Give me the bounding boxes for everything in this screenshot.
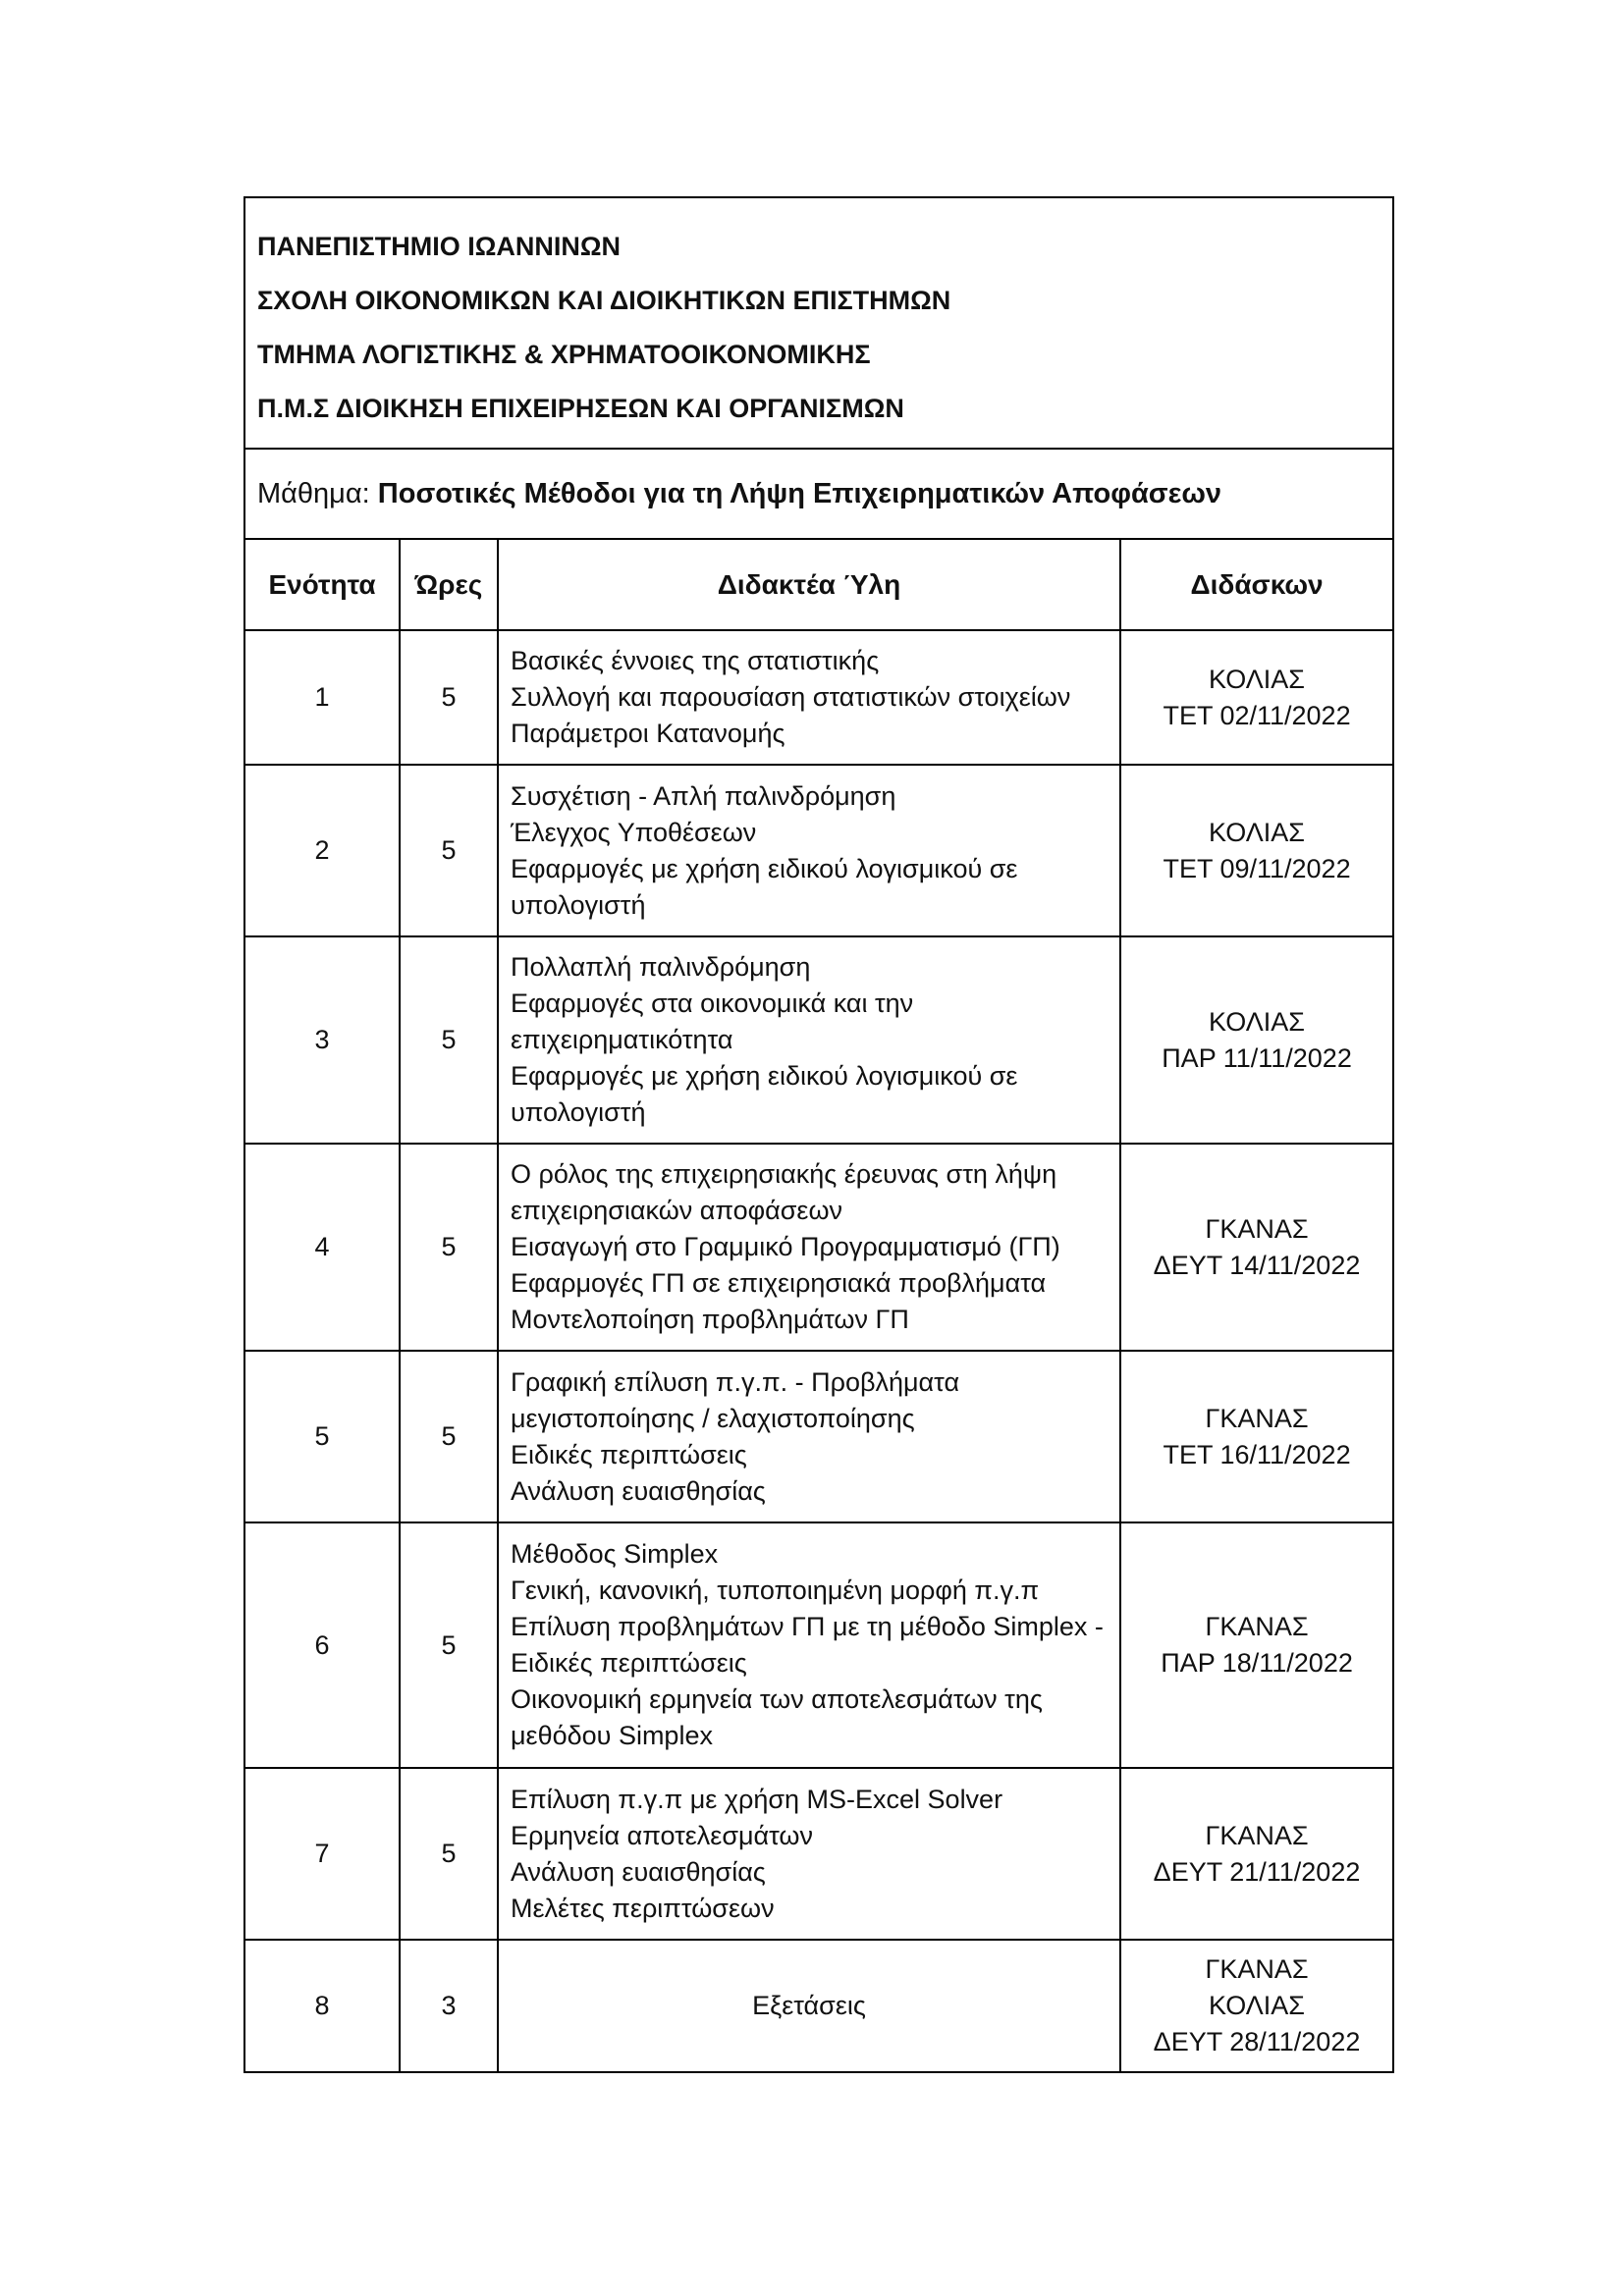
hours-cell: 5 xyxy=(400,1351,498,1522)
hours-cell: 3 xyxy=(400,1940,498,2072)
hours-cell: 5 xyxy=(400,936,498,1144)
schedule-table xyxy=(244,196,1394,2073)
teacher-cell xyxy=(1120,1351,1393,1522)
teacher-line: ΔΕΥΤ 28/11/2022 xyxy=(1153,2027,1361,2056)
teacher-cell xyxy=(1120,765,1393,936)
teacher-cell xyxy=(1120,1768,1393,1940)
topics-cell xyxy=(498,1768,1120,1940)
topic-item: Παράμετροι Κατανομής xyxy=(511,719,785,748)
institution-header xyxy=(244,197,1393,449)
topic-item: Ερμηνεία αποτελεσμάτων xyxy=(511,1820,814,1850)
topic-item: Ανάλυση ευαισθησίας xyxy=(511,1475,766,1506)
teacher-line: ΠΑΡ 18/11/2022 xyxy=(1161,1648,1353,1678)
column-header-teacher: Διδάσκων xyxy=(1120,539,1393,630)
unit-cell: 8 xyxy=(244,1940,400,2072)
teacher-line: ΚΟΛΙΑΣ xyxy=(1209,817,1305,847)
teacher-line: ΓΚΑΝΑΣ xyxy=(1205,1954,1309,1984)
teacher-cell xyxy=(1120,630,1393,765)
teacher-line: ΓΚΑΝΑΣ xyxy=(1205,1403,1309,1433)
teacher-line: ΓΚΑΝΑΣ xyxy=(1205,1820,1309,1850)
topic-item: Οικονομική ερμηνεία των αποτελεσμάτων της μεθόδου Simplex xyxy=(511,1684,1043,1750)
course-row xyxy=(244,449,1393,539)
column-header-row xyxy=(244,539,1393,630)
topics-cell xyxy=(498,1144,1120,1351)
course-name: Ποσοτικές Μέθοδοι για τη Λήψη Επιχειρηματικών Αποφάσεων xyxy=(377,477,1222,509)
teacher-line: ΤΕΤ 16/11/2022 xyxy=(1163,1439,1351,1469)
course-label: Μάθημα: xyxy=(257,477,378,509)
table-row xyxy=(244,630,1393,765)
topics-cell xyxy=(498,765,1120,936)
teacher-line: ΚΟΛΙΑΣ xyxy=(1209,1991,1305,2020)
hours-cell: 5 xyxy=(400,1144,498,1351)
topic-item: Εξετάσεις xyxy=(752,1991,866,2020)
topic-item: Έλεγχος Υποθέσεων xyxy=(511,817,757,847)
unit-cell: 5 xyxy=(244,1351,400,1522)
unit-cell: 1 xyxy=(244,630,400,765)
column-header-topics: Διδακτέα Ύλη xyxy=(498,539,1120,630)
column-header-hours: Ώρες xyxy=(400,539,498,630)
hours-cell: 5 xyxy=(400,765,498,936)
table-row xyxy=(244,1940,1393,2072)
teacher-cell xyxy=(1120,936,1393,1144)
hours-cell: 5 xyxy=(400,630,498,765)
unit-cell: 4 xyxy=(244,1144,400,1351)
topic-item: Βασικές έννοιες της στατιστικής xyxy=(511,646,880,675)
topic-item: Μοντελοποίηση προβλημάτων ΓΠ xyxy=(511,1305,909,1334)
topic-item: Πολλαπλή παλινδρόμηση xyxy=(511,952,811,982)
unit-cell: 7 xyxy=(244,1768,400,1940)
topic-item: Εφαρμογές στα οικονομικά και την επιχειρηματικότητα xyxy=(511,988,914,1054)
topic-item: Συλλογή και παρουσίαση στατιστικών στοιχείων xyxy=(511,682,1071,712)
course-title xyxy=(244,449,1393,539)
teacher-line: ΓΚΑΝΑΣ xyxy=(1205,1612,1309,1641)
topic-item: Συσχέτιση - Απλή παλινδρόμηση xyxy=(511,780,896,811)
unit-cell: 3 xyxy=(244,936,400,1144)
table-row xyxy=(244,936,1393,1144)
teacher-cell xyxy=(1120,1940,1393,2072)
topic-item: Εφαρμογές με χρήση ειδικού λογισμικού σε υπολογιστή xyxy=(511,1061,1018,1127)
teacher-line: ΤΕΤ 09/11/2022 xyxy=(1163,853,1351,883)
topic-item: Επίλυση προβλημάτων ΓΠ με τη μέθοδο Simplex - Ειδικές περιπτώσεις xyxy=(511,1612,1104,1678)
topics-cell xyxy=(498,1940,1120,2072)
table-row xyxy=(244,1522,1393,1768)
table-row xyxy=(244,1144,1393,1351)
teacher-line: ΤΕΤ 02/11/2022 xyxy=(1163,700,1351,730)
department-name: ΤΜΗΜΑ ΛΟΓΙΣΤΙΚΗΣ & ΧΡΗΜΑΤΟΟΙΚΟΝΟΜΙΚΗΣ xyxy=(257,340,871,369)
header-row xyxy=(244,197,1393,449)
teacher-line: ΓΚΑΝΑΣ xyxy=(1205,1213,1309,1244)
unit-cell: 2 xyxy=(244,765,400,936)
topic-item: Ανάλυση ευαισθησίας xyxy=(511,1856,766,1887)
topic-item: Εισαγωγή στο Γραμμικό Προγραμματισμό (ΓΠ) xyxy=(511,1232,1060,1261)
program-name: Π.Μ.Σ ΔΙΟΙΚΗΣΗ ΕΠΙΧΕΙΡΗΣΕΩΝ ΚΑΙ ΟΡΓΑΝΙΣΜΩΝ xyxy=(257,394,904,423)
teacher-cell xyxy=(1120,1522,1393,1768)
topic-item: Γενική, κανονική, τυποποιημένη μορφή π.γ.π xyxy=(511,1575,1040,1605)
teacher-line: ΚΟΛΙΑΣ xyxy=(1209,1006,1305,1037)
topics-cell xyxy=(498,1351,1120,1522)
topic-item: Μέθοδος Simplex xyxy=(511,1539,719,1569)
document-page xyxy=(244,196,1392,2073)
topic-item: Εφαρμογές με χρήση ειδικού λογισμικού σε υπολογιστή xyxy=(511,853,1018,920)
column-header-unit: Ενότητα xyxy=(244,539,400,630)
topic-item: Εφαρμογές ΓΠ σε επιχειρησιακά προβλήματα xyxy=(511,1268,1047,1298)
topic-item: Επίλυση π.γ.π με χρήση MS-Excel Solver xyxy=(511,1784,1003,1814)
teacher-line: ΚΟΛΙΑΣ xyxy=(1209,664,1305,694)
table-row xyxy=(244,1768,1393,1940)
table-row xyxy=(244,765,1393,936)
university-name: ΠΑΝΕΠΙΣΤΗΜΙΟ ΙΩΑΝΝΙΝΩΝ xyxy=(257,232,621,261)
hours-cell: 5 xyxy=(400,1522,498,1768)
topic-item: Ειδικές περιπτώσεις xyxy=(511,1439,747,1469)
topics-cell xyxy=(498,630,1120,765)
topics-cell xyxy=(498,936,1120,1144)
topic-item: Ο ρόλος της επιχειρησιακής έρευνας στη λήψη επιχειρησιακών αποφάσεων xyxy=(511,1159,1057,1225)
topics-cell xyxy=(498,1522,1120,1768)
table-row xyxy=(244,1351,1393,1522)
teacher-line: ΔΕΥΤ 14/11/2022 xyxy=(1153,1250,1361,1280)
topic-item: Γραφική επίλυση π.γ.π. - Προβλήματα μεγιστοποίησης / ελαχιστοποίησης xyxy=(511,1366,960,1433)
school-name: ΣΧΟΛΗ ΟΙΚΟΝΟΜΙΚΩΝ ΚΑΙ ΔΙΟΙΚΗΤΙΚΩΝ ΕΠΙΣΤΗΜΩΝ xyxy=(257,286,951,315)
unit-cell: 6 xyxy=(244,1522,400,1768)
hours-cell: 5 xyxy=(400,1768,498,1940)
teacher-line: ΔΕΥΤ 21/11/2022 xyxy=(1153,1856,1361,1887)
topic-item: Μελέτες περιπτώσεων xyxy=(511,1893,775,1923)
teacher-cell xyxy=(1120,1144,1393,1351)
teacher-line: ΠΑΡ 11/11/2022 xyxy=(1162,1042,1352,1073)
